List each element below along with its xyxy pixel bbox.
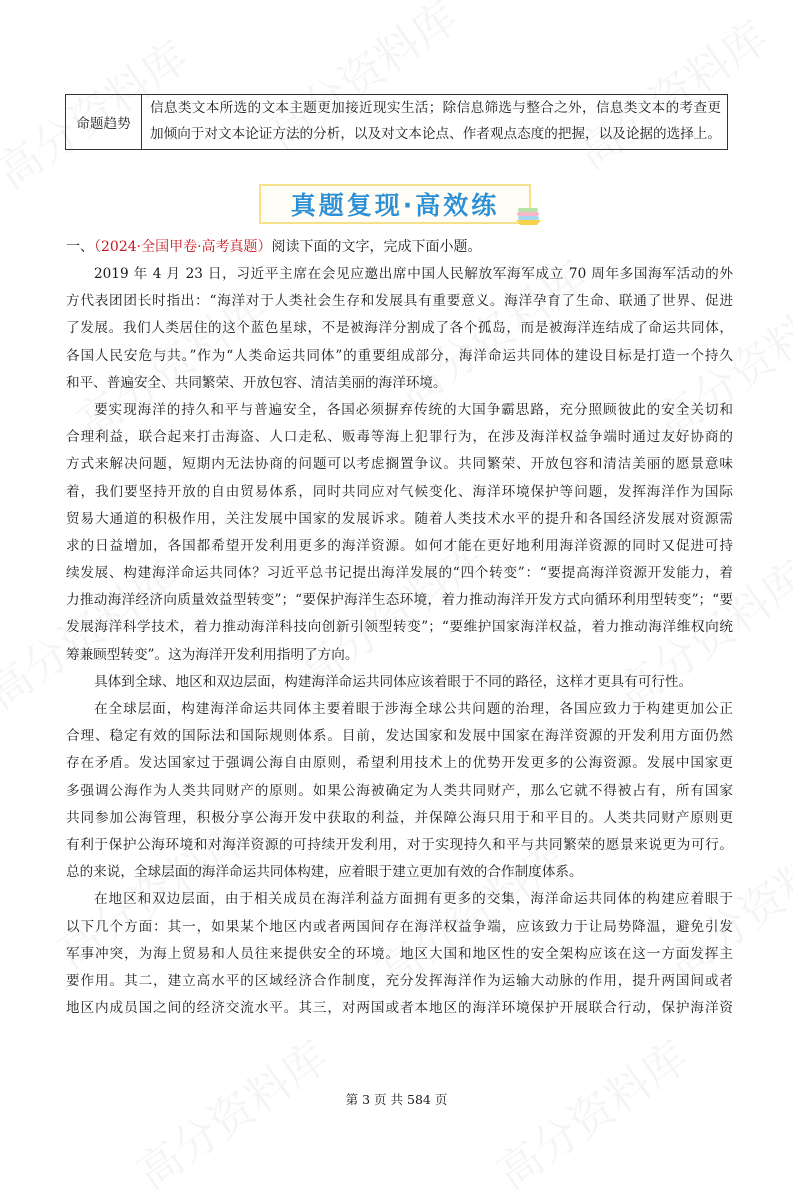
watermark: [562, 3, 779, 182]
text-line: 多强调公海作为人类共同财产的原则。如果公海被确定为人类共同财产，那么它就不得被占有，所有国家: [66, 782, 733, 799]
trend-table: [65, 94, 728, 150]
text-line: 2019 年 4 月 23 日，习近平主席在会见应邀出席中国人民解放军海军成立 70 周年多国海军活动的外: [94, 266, 733, 282]
text-line: 着，我们要坚持开放的自由贸易体系，同时共同应对气候变化、海洋环境保护等问题，发挥海洋作为国际: [66, 483, 733, 500]
paragraph: [66, 669, 733, 696]
watermark: [122, 1023, 339, 1201]
text-line: 以下几个方面：其一，如果某个地区内或者两国间存在海洋权益争端，应该致力于让局势降温，避免引发: [66, 918, 733, 935]
text-line: 方代表团团长时指出：“海洋对于人类社会生存和发展具有重要意义。海洋孕育了生命、联通了世界、促进: [66, 293, 733, 310]
text-line: 和平、普遍安全、共同繁荣、开放包容、清洁美丽的海洋环境。: [66, 374, 447, 391]
table-label: 命题趋势: [66, 95, 142, 149]
text-line: 具体到全球、地区和双边层面，构建海洋命运共同体应该着眼于不同的路径，这样才更具有可行性。: [94, 673, 693, 690]
question-number: 一、: [66, 239, 94, 255]
books-icon: [515, 206, 543, 226]
text-line: 筹兼顾型转变”。这为海洋开发利用指明了方向。: [66, 646, 359, 663]
paragraph: [66, 397, 733, 669]
text-line: 总的来说，全球层面的海洋命运共同体构建，应着眼于建立更加有效的合作制度体系。: [66, 864, 583, 881]
text-line: 军事冲突，为海上贸易和人员往来提供安全的环境。地区大国和地区性的安全架构应该在这一方面发挥主: [66, 945, 733, 962]
text-line: 要作用。其二，建立高水平的区域经济合作制度，充分发挥海洋作为运输大动脉的作用，提升两国间或者: [66, 972, 733, 989]
text-line: 方式来解决问题，短期内无法协商的问题可以考虑搁置争议。共同繁荣、开放包容和清洁美丽的愿景意味: [66, 456, 733, 473]
text-line: 在全球层面，构建海洋命运共同体主要着眼于涉海全球公共问题的治理，各国应致力于构建更加公正: [94, 701, 733, 717]
section-banner: [259, 184, 531, 224]
paragraph: [66, 886, 733, 1022]
question-source: （2024·全国甲卷·高考真题）: [94, 239, 272, 255]
text-line: 各国人民安危与共。”作为“人类命运共同体”的重要组成部分，海洋命运共同体的建设目标是打造一个持久: [66, 347, 733, 364]
page-number: 第 3 页 共 584 页: [345, 1092, 448, 1107]
text-line: 合理利益，联合起来打击海盗、人口走私、贩毒等海上犯罪行为，在涉及海洋权益争端时通过友好协商的: [66, 429, 733, 446]
text-line: 共同参加公海管理，积极分享公海开发中获取的利益，并保障公海只用于和平目的。人类共同财产原则更: [66, 809, 733, 826]
paragraph: [66, 261, 733, 397]
text-line: 发展海洋科学技术，着力推动海洋科技向创新引领型转变”；“要维护国家海洋权益，着力推动海洋维权向统: [66, 619, 733, 636]
paragraph: [66, 696, 733, 886]
banner-title: 真题复现·高效练: [290, 191, 500, 220]
text-line: 力推动海洋经济向质量效益型转变”；“要保护海洋生态环境，着力推动海洋开发方式向循环利用型转变”；“要: [66, 592, 733, 609]
table-line: 信息类文本所选的文本主题更加接近现实生活；除信息筛选与整合之外，信息类文本的考查更: [150, 100, 721, 116]
text-line: 存在矛盾。发达国家过于强调公海自由原则，希望利用技术上的优势开发更多的公海资源。发展中国家更: [66, 755, 733, 772]
table-line: 加倾向于对文本论证方法的分析，以及对文本论点、作者观点态度的把握，以及论据的选择上。: [150, 126, 721, 142]
watermark: [482, 1023, 699, 1201]
table-content: [142, 95, 727, 149]
text-line: 贸易大通道的积极作用，关注发展中国家的发展诉求。随着人类技术水平的提升和各国经济发展对资源需: [66, 510, 733, 527]
text-line: 要实现海洋的持久和平与普遍安全，各国必须摒弃传统的大国争霸思路，充分照顾彼此的安全关切和: [94, 401, 733, 418]
text-line: 合理、稳定有效的国际法和国际规则体系。目前，发达国家和发展中国家在海洋资源的开发利用方面仍然: [66, 728, 733, 745]
question-title: [66, 236, 482, 256]
text-line: 求的日益增加，各国都希望开发利用更多的海洋资源。如何才能在更好地利用海洋资源的同时又促进可持: [66, 537, 733, 554]
question-instruction: 阅读下面的文字，完成下面小题。: [271, 239, 482, 255]
text-line: 了发展。我们人类居住的这个蓝色星球，不是被海洋分割成了各个孤岛，而是被海洋连结成了命运共同体，: [66, 320, 733, 337]
text-line: 地区内成员国之间的经济交流水平。其三，对两国或者本地区的海洋环境保护开展联合行动，保护海洋资: [66, 1000, 733, 1017]
text-line: 续发展、构建海洋命运共同体？习近平总书记提出海洋发展的“四个转变”：“要提高海洋资源开发能力，着: [66, 565, 733, 582]
text-line: 有利于保护公海环境和对海洋资源的可持续开发利用，对于实现持久和平与共同繁荣的愿景来说更为可行。: [66, 836, 733, 853]
text-line: 在地区和双边层面，由于相关成员在海洋利益方面拥有更多的交集，海洋命运共同体的构建应着眼于: [94, 891, 733, 908]
article-body: [66, 261, 733, 1022]
